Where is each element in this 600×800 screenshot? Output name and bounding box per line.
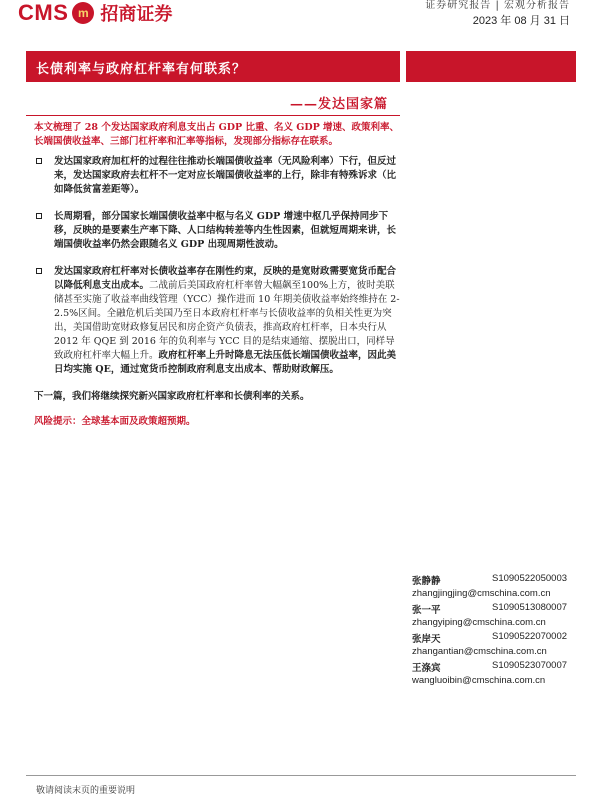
title-bar [26, 51, 400, 82]
analyst-email[interactable]: zhangjingjing@cmschina.com.cn [412, 588, 551, 599]
analyst-list [412, 573, 582, 689]
logo-latin-text: CMS [18, 0, 69, 25]
analyst-entry [412, 573, 582, 602]
bullet-bold-text-2: 政府杠杆率上升时降息无法压低长端国债收益率，因此美日均实施 QE，通过宽货币控制政府利息支出成本、帮助财政解压。 [54, 350, 397, 375]
square-bullet-icon [36, 158, 42, 164]
bullet-bold-text: 发达国家政府杠杆率对长债收益率存在刚性约束，反映的是宽财政需要宽货币配合以降低利息支出成本。 [54, 266, 397, 291]
analyst-entry [412, 631, 582, 660]
sidebar-header-block [406, 51, 576, 82]
square-bullet-icon [36, 213, 42, 219]
logo-mark-icon: m [72, 2, 94, 24]
analyst-license-id: S1090513080007 [492, 602, 568, 613]
bullet-point [26, 155, 400, 197]
logo-chinese-text: 招商证券 [100, 4, 173, 25]
bullet-point [26, 210, 400, 252]
bullet-bold-text: 发达国家政府加杠杆的过程往往推动长端国债收益率（无风险利率）下行，但反过来，发达国家政府去杠杆不一定对应长端国债收益率的上行，除非有特殊诉求（比如降低贫富差距等）。 [54, 156, 397, 195]
page-subtitle: ——发达国家篇 [290, 97, 389, 112]
company-logo [18, 0, 172, 26]
analyst-email[interactable]: zhangyiping@cmschina.com.cn [412, 617, 546, 628]
analyst-license-id: S1090523070007 [492, 660, 568, 671]
page-title: 长债利率与政府杠杆率有何联系？ [36, 62, 247, 77]
report-type: 证券研究报告 | 宏观分析报告 [425, 0, 570, 11]
square-bullet-icon [36, 268, 42, 274]
analyst-entry [412, 602, 582, 631]
bullet-bold-text: 长周期看，部分国家长端国债收益率中枢与名义 GDP 增速中枢几乎保持同步下移，反映的是要素生产率下降、人口结构转差等内生性因素，但就短周期来讲，长端国债收益率仍然会跟随名义 GDP 出现周期性波动。 [54, 211, 397, 250]
title-divider [26, 115, 400, 116]
report-summary [26, 121, 400, 429]
analyst-name: 张岸天 [412, 634, 441, 645]
analyst-license-id: S1090522070002 [492, 631, 568, 642]
footer-divider [26, 775, 576, 776]
analyst-email[interactable]: wangluoibin@cmschina.com.cn [412, 675, 546, 686]
analyst-entry [412, 660, 582, 689]
analyst-name: 张一平 [412, 605, 441, 616]
analyst-name: 张静静 [412, 576, 441, 587]
analyst-email[interactable]: zhangantian@cmschina.com.cn [412, 646, 547, 657]
footer-disclaimer: 敬请阅读末页的重要说明 [36, 786, 136, 796]
bullet-point [26, 265, 400, 377]
risk-warning: 风险提示：全球基本面及政策超预期。 [34, 416, 196, 427]
bullet-body-text: 二战前后美国政府杠杆率曾大幅飙至100%上方，彼时美联储甚至实施了收益率曲线管理（YCC）操作进而 10 年期美债收益率始终维持在 2-2.5%区间。全融危机后美国乃至日本政府杠杆率与长债收益率的负相关性更为突出，美国借助宽财政修复居民和房企资产负债表，推高政府杠杆率，日本央行从 2012 年 QQE 到 2016 年的负利率与 YCC 目的是结束通缩、摆脱出口，同样导致政府杠杆率大幅上升。 [54, 280, 400, 361]
intro-paragraph: 本文梳理了 28 个发达国家政府利息支出占 GDP 比重、名义 GDP 增速、政策利率、长端国债收益率、三部门杠杆率和汇率等指标，发现部分指标存在联系。 [34, 122, 400, 147]
analyst-name: 王涤宾 [412, 663, 441, 674]
report-date: 2023 年 08 月 31 日 [472, 15, 570, 27]
analyst-license-id: S1090522050003 [492, 573, 568, 584]
next-article-note: 下一篇，我们将继续探究新兴国家政府杠杆率和长债利率的关系。 [34, 391, 310, 402]
